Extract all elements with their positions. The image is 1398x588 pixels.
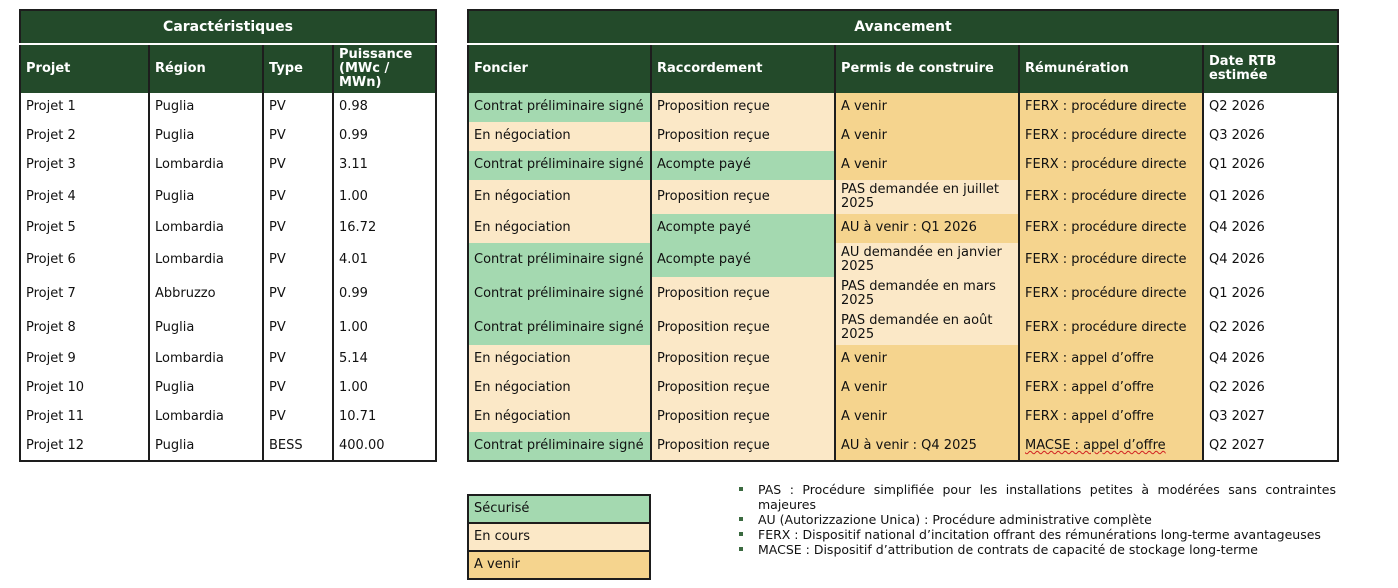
status-cell	[468, 345, 651, 374]
status-cell	[468, 374, 651, 403]
abbreviation-notes	[738, 482, 1336, 557]
table-cell: Projet 7	[26, 285, 76, 301]
status-text: Contrat préliminaire signé	[474, 285, 644, 301]
column-header: Puissance (MWc / MWn)	[333, 44, 436, 93]
status-text: En négociation	[474, 220, 571, 236]
status-text: FERX : appel d’offre	[1025, 409, 1154, 425]
status-text: Proposition reçue	[657, 188, 770, 204]
table-cell: PV	[263, 122, 333, 151]
status-cell	[835, 403, 1019, 432]
status-text: Contrat préliminaire signé	[474, 437, 644, 453]
table-row	[20, 243, 436, 277]
table-row	[20, 374, 436, 403]
avancement-title: Avancement	[468, 10, 1338, 44]
status-text: A venir	[841, 380, 887, 396]
note-item: AU (Autorizzazione Unica) : Procédure administrative complète	[738, 512, 1336, 527]
status-text: Q4 2026	[1209, 351, 1265, 367]
status-text: AU à venir : Q1 2026	[841, 220, 977, 236]
status-legend	[467, 494, 651, 580]
table-cell: PV	[263, 151, 333, 180]
table-cell: 10.71	[333, 403, 436, 432]
table-row	[468, 151, 1338, 180]
table-cell: Puglia	[149, 93, 263, 122]
status-cell	[651, 374, 835, 403]
table-cell: PV	[263, 277, 333, 311]
table-row	[20, 277, 436, 311]
table-row	[20, 214, 436, 243]
status-text: Q2 2026	[1209, 319, 1265, 335]
status-cell	[651, 122, 835, 151]
status-text: Q1 2026	[1209, 157, 1265, 173]
status-cell	[468, 403, 651, 432]
status-text: A venir	[841, 128, 887, 144]
table-row	[468, 243, 1338, 277]
table-cell: 1.00	[333, 374, 436, 403]
status-text: En négociation	[474, 409, 571, 425]
column-header: Type	[263, 44, 333, 93]
status-text: FERX : appel d’offre	[1025, 351, 1154, 367]
status-text: Proposition reçue	[657, 380, 770, 396]
status-cell	[468, 432, 651, 461]
status-text: Q1 2026	[1209, 188, 1265, 204]
status-text: Q2 2026	[1209, 99, 1265, 115]
status-cell	[651, 93, 835, 122]
status-text: FERX : appel d’offre	[1025, 380, 1154, 396]
legend-item	[468, 523, 650, 551]
status-cell	[1203, 243, 1338, 277]
legend-swatch-label: En cours	[468, 523, 650, 551]
legend-swatch-label: Sécurisé	[468, 495, 650, 523]
table-row	[20, 345, 436, 374]
table-cell: Puglia	[149, 311, 263, 345]
table-cell: Abbruzzo	[149, 277, 263, 311]
status-text: Proposition reçue	[657, 437, 770, 453]
status-cell	[1019, 345, 1203, 374]
status-cell	[1019, 214, 1203, 243]
table-cell: Lombardia	[149, 403, 263, 432]
column-header: Permis de construire	[835, 44, 1019, 93]
status-text: FERX : procédure directe	[1025, 319, 1187, 335]
status-cell	[835, 374, 1019, 403]
status-cell	[468, 311, 651, 345]
caracteristiques-title: Caractéristiques	[20, 10, 436, 44]
table-cell: 3.11	[333, 151, 436, 180]
status-cell	[1019, 151, 1203, 180]
status-text: AU à venir : Q4 2025	[841, 437, 977, 453]
table-cell: 5.14	[333, 345, 436, 374]
status-cell	[1203, 151, 1338, 180]
status-text: MACSE : appel d’offre	[1025, 437, 1166, 453]
note-item: PAS : Procédure simplifiée pour les installations petites à modérées sans contraintes majeures	[738, 482, 1336, 512]
status-cell	[651, 403, 835, 432]
table-row	[20, 151, 436, 180]
status-cell	[835, 432, 1019, 461]
table-row	[20, 122, 436, 151]
status-text: FERX : procédure directe	[1025, 128, 1187, 144]
status-text: En négociation	[474, 380, 571, 396]
status-cell	[835, 93, 1019, 122]
legend-item	[468, 495, 650, 523]
table-cell: Puglia	[149, 180, 263, 214]
status-text: Q4 2026	[1209, 220, 1265, 236]
status-text: Proposition reçue	[657, 285, 770, 301]
table-cell: 400.00	[333, 432, 436, 461]
table-cell: Lombardia	[149, 151, 263, 180]
status-cell	[1019, 277, 1203, 311]
status-cell	[651, 180, 835, 214]
status-text: A venir	[841, 409, 887, 425]
status-cell	[1019, 311, 1203, 345]
status-cell	[1203, 345, 1338, 374]
status-text: PAS demandée en mars 2025	[841, 278, 996, 308]
table-cell: PV	[263, 180, 333, 214]
status-text: A venir	[841, 99, 887, 115]
table-cell: 16.72	[333, 214, 436, 243]
table-cell: PV	[263, 345, 333, 374]
status-cell	[835, 311, 1019, 345]
status-cell	[1203, 403, 1338, 432]
status-text: Proposition reçue	[657, 99, 770, 115]
status-text: Q2 2027	[1209, 437, 1265, 453]
status-cell	[1203, 311, 1338, 345]
table-cell: Projet 9	[26, 351, 76, 367]
status-cell	[651, 151, 835, 180]
status-text: En négociation	[474, 188, 571, 204]
table-cell: Projet 2	[26, 128, 76, 144]
table-cell: Projet 12	[26, 437, 85, 453]
status-text: A venir	[841, 351, 887, 367]
status-cell	[1019, 180, 1203, 214]
status-cell	[468, 277, 651, 311]
status-cell	[1203, 277, 1338, 311]
table-cell: Projet 8	[26, 319, 76, 335]
status-cell	[835, 214, 1019, 243]
table-cell: Lombardia	[149, 243, 263, 277]
note-item: MACSE : Dispositif d’attribution de contrats de capacité de stockage long-terme	[738, 542, 1336, 557]
table-row	[468, 432, 1338, 461]
status-text: Acompte payé	[657, 220, 751, 236]
note-item: FERX : Dispositif national d’incitation offrant des rémunérations long-terme avantageuses	[738, 527, 1336, 542]
table-cell: Projet 11	[26, 409, 85, 425]
status-cell	[468, 243, 651, 277]
status-text: Proposition reçue	[657, 351, 770, 367]
status-text: En négociation	[474, 128, 571, 144]
column-header: Rémunération	[1019, 44, 1203, 93]
column-header: Foncier	[468, 44, 651, 93]
table-cell: Projet 3	[26, 157, 76, 173]
table-cell: Projet 10	[26, 380, 85, 396]
status-text: Contrat préliminaire signé	[474, 99, 644, 115]
caracteristiques-table	[19, 9, 437, 462]
column-header: Projet	[20, 44, 149, 93]
table-cell: Puglia	[149, 432, 263, 461]
table-cell: 1.00	[333, 180, 436, 214]
status-text: Contrat préliminaire signé	[474, 157, 644, 173]
table-row	[20, 180, 436, 214]
table-cell: PV	[263, 93, 333, 122]
status-text: Q2 2026	[1209, 380, 1265, 396]
status-cell	[835, 151, 1019, 180]
legend-swatch-label: A venir	[468, 551, 650, 579]
table-row	[20, 93, 436, 122]
table-row	[468, 403, 1338, 432]
status-cell	[651, 345, 835, 374]
table-row	[468, 277, 1338, 311]
column-header: Région	[149, 44, 263, 93]
status-text: Q3 2027	[1209, 409, 1265, 425]
status-cell	[1019, 374, 1203, 403]
status-text: Contrat préliminaire signé	[474, 251, 644, 267]
status-cell	[468, 180, 651, 214]
status-cell	[651, 311, 835, 345]
status-cell	[468, 93, 651, 122]
status-text: FERX : procédure directe	[1025, 285, 1187, 301]
status-cell	[1203, 214, 1338, 243]
status-text: FERX : procédure directe	[1025, 188, 1187, 204]
status-cell	[1203, 93, 1338, 122]
status-cell	[651, 277, 835, 311]
table-cell: Projet 5	[26, 220, 76, 236]
status-cell	[651, 243, 835, 277]
status-text: En négociation	[474, 351, 571, 367]
table-cell: PV	[263, 214, 333, 243]
table-cell: PV	[263, 374, 333, 403]
status-cell	[651, 432, 835, 461]
avancement-table	[467, 9, 1339, 462]
table-row	[20, 403, 436, 432]
status-cell	[1203, 122, 1338, 151]
status-text: Q1 2026	[1209, 285, 1265, 301]
table-row	[468, 311, 1338, 345]
status-text: Proposition reçue	[657, 319, 770, 335]
legend-item	[468, 551, 650, 579]
table-row	[468, 93, 1338, 122]
status-cell	[651, 214, 835, 243]
table-cell: PV	[263, 403, 333, 432]
status-cell	[468, 214, 651, 243]
column-header: Raccordement	[651, 44, 835, 93]
status-text: FERX : procédure directe	[1025, 220, 1187, 236]
status-cell	[835, 180, 1019, 214]
table-cell: 0.99	[333, 122, 436, 151]
table-row	[468, 214, 1338, 243]
status-cell	[835, 243, 1019, 277]
status-text: PAS demandée en juillet 2025	[841, 181, 999, 211]
status-text: Contrat préliminaire signé	[474, 319, 644, 335]
table-cell: 4.01	[333, 243, 436, 277]
status-text: A venir	[841, 157, 887, 173]
status-cell	[1203, 432, 1338, 461]
status-cell	[835, 122, 1019, 151]
table-cell: Puglia	[149, 374, 263, 403]
status-cell	[1019, 122, 1203, 151]
status-text: Acompte payé	[657, 157, 751, 173]
table-cell: Projet 6	[26, 251, 76, 267]
status-cell	[1019, 93, 1203, 122]
status-cell	[1203, 180, 1338, 214]
status-cell	[1203, 374, 1338, 403]
status-text: FERX : procédure directe	[1025, 157, 1187, 173]
table-row	[468, 374, 1338, 403]
table-cell: BESS	[263, 432, 333, 461]
status-text: Q3 2026	[1209, 128, 1265, 144]
status-cell	[1019, 243, 1203, 277]
status-text: AU demandée en janvier 2025	[841, 244, 1002, 274]
table-row	[468, 345, 1338, 374]
table-cell: Lombardia	[149, 345, 263, 374]
table-cell: 1.00	[333, 311, 436, 345]
status-cell	[835, 345, 1019, 374]
table-cell: Projet 4	[26, 188, 76, 204]
table-cell: PV	[263, 243, 333, 277]
status-text: Proposition reçue	[657, 409, 770, 425]
status-text: FERX : procédure directe	[1025, 251, 1187, 267]
table-cell: 0.99	[333, 277, 436, 311]
status-cell	[468, 122, 651, 151]
table-row	[20, 311, 436, 345]
status-text: Q4 2026	[1209, 251, 1265, 267]
status-text: FERX : procédure directe	[1025, 99, 1187, 115]
table-row	[20, 432, 436, 461]
status-cell	[468, 151, 651, 180]
table-cell: Projet 1	[26, 99, 76, 115]
status-cell	[1019, 403, 1203, 432]
status-text: PAS demandée en août 2025	[841, 312, 993, 342]
table-row	[468, 122, 1338, 151]
status-text: Proposition reçue	[657, 128, 770, 144]
table-row	[468, 180, 1338, 214]
table-cell: Lombardia	[149, 214, 263, 243]
column-header: Date RTB estimée	[1203, 44, 1338, 93]
table-cell: Puglia	[149, 122, 263, 151]
table-cell: PV	[263, 311, 333, 345]
status-text: Acompte payé	[657, 251, 751, 267]
status-cell	[1019, 432, 1203, 461]
table-cell: 0.98	[333, 93, 436, 122]
status-cell	[835, 277, 1019, 311]
